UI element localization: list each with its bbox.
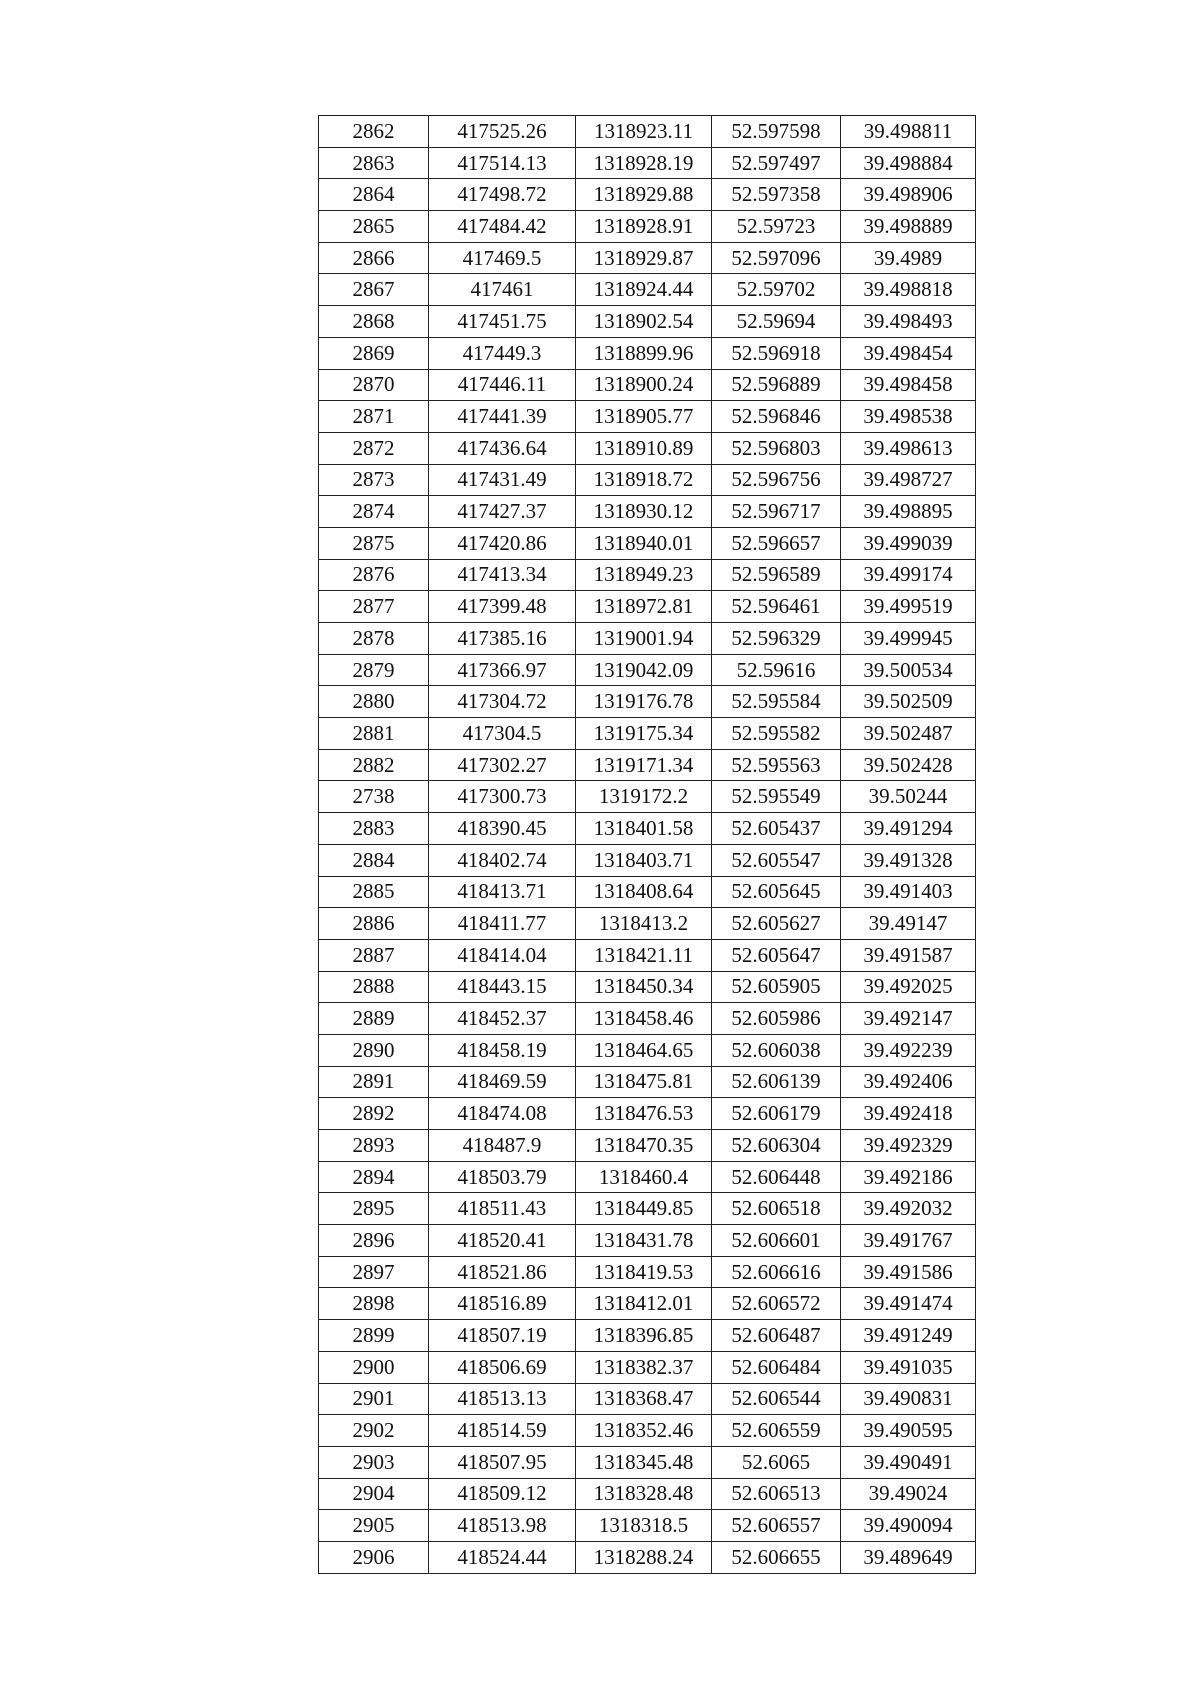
- table-row: [319, 1510, 976, 1542]
- y-coordinate-cell: 1319172.2: [576, 781, 712, 813]
- longitude-cell: 39.498458: [841, 369, 976, 401]
- x-coordinate-cell: 417446.11: [429, 369, 576, 401]
- latitude-cell: 52.605437: [712, 813, 841, 845]
- x-coordinate-cell: 417304.72: [429, 686, 576, 718]
- longitude-cell: 39.498538: [841, 401, 976, 433]
- x-coordinate-cell: 418521.86: [429, 1256, 576, 1288]
- table-row: [319, 939, 976, 971]
- point-number-cell: 2895: [319, 1193, 429, 1225]
- longitude-cell: 39.498613: [841, 432, 976, 464]
- longitude-cell: 39.489649: [841, 1541, 976, 1573]
- latitude-cell: 52.606655: [712, 1541, 841, 1573]
- y-coordinate-cell: 1318449.85: [576, 1193, 712, 1225]
- point-number-cell: 2887: [319, 939, 429, 971]
- x-coordinate-cell: 417302.27: [429, 749, 576, 781]
- latitude-cell: 52.596756: [712, 464, 841, 496]
- y-coordinate-cell: 1318905.77: [576, 401, 712, 433]
- point-number-cell: 2870: [319, 369, 429, 401]
- point-number-cell: 2882: [319, 749, 429, 781]
- x-coordinate-cell: 418524.44: [429, 1541, 576, 1573]
- x-coordinate-cell: 417431.49: [429, 464, 576, 496]
- x-coordinate-cell: 417461: [429, 274, 576, 306]
- y-coordinate-cell: 1318460.4: [576, 1161, 712, 1193]
- longitude-cell: 39.491328: [841, 844, 976, 876]
- latitude-cell: 52.606513: [712, 1478, 841, 1510]
- latitude-cell: 52.597096: [712, 242, 841, 274]
- point-number-cell: 2903: [319, 1446, 429, 1478]
- longitude-cell: 39.49147: [841, 908, 976, 940]
- y-coordinate-cell: 1318464.65: [576, 1034, 712, 1066]
- y-coordinate-cell: 1318902.54: [576, 306, 712, 338]
- point-number-cell: 2904: [319, 1478, 429, 1510]
- latitude-cell: 52.606448: [712, 1161, 841, 1193]
- y-coordinate-cell: 1318470.35: [576, 1130, 712, 1162]
- latitude-cell: 52.595549: [712, 781, 841, 813]
- longitude-cell: 39.498727: [841, 464, 976, 496]
- longitude-cell: 39.492025: [841, 971, 976, 1003]
- x-coordinate-cell: 418458.19: [429, 1034, 576, 1066]
- point-number-cell: 2865: [319, 211, 429, 243]
- latitude-cell: 52.606038: [712, 1034, 841, 1066]
- table-row: [319, 179, 976, 211]
- latitude-cell: 52.597598: [712, 116, 841, 148]
- latitude-cell: 52.596717: [712, 496, 841, 528]
- x-coordinate-cell: 418507.95: [429, 1446, 576, 1478]
- latitude-cell: 52.605986: [712, 1003, 841, 1035]
- x-coordinate-cell: 418414.04: [429, 939, 576, 971]
- point-number-cell: 2898: [319, 1288, 429, 1320]
- longitude-cell: 39.490094: [841, 1510, 976, 1542]
- table-row: [319, 1003, 976, 1035]
- table-row: [319, 306, 976, 338]
- point-number-cell: 2876: [319, 559, 429, 591]
- latitude-cell: 52.596918: [712, 337, 841, 369]
- y-coordinate-cell: 1318923.11: [576, 116, 712, 148]
- y-coordinate-cell: 1318928.19: [576, 147, 712, 179]
- point-number-cell: 2872: [319, 432, 429, 464]
- longitude-cell: 39.498906: [841, 179, 976, 211]
- point-number-cell: 2866: [319, 242, 429, 274]
- x-coordinate-cell: 417385.16: [429, 623, 576, 655]
- point-number-cell: 2879: [319, 654, 429, 686]
- latitude-cell: 52.596889: [712, 369, 841, 401]
- point-number-cell: 2890: [319, 1034, 429, 1066]
- y-coordinate-cell: 1318412.01: [576, 1288, 712, 1320]
- point-number-cell: 2869: [319, 337, 429, 369]
- longitude-cell: 39.491586: [841, 1256, 976, 1288]
- latitude-cell: 52.6065: [712, 1446, 841, 1478]
- x-coordinate-cell: 418443.15: [429, 971, 576, 1003]
- table-row: [319, 1066, 976, 1098]
- latitude-cell: 52.596657: [712, 527, 841, 559]
- latitude-cell: 52.606616: [712, 1256, 841, 1288]
- table-row: [319, 369, 976, 401]
- y-coordinate-cell: 1318972.81: [576, 591, 712, 623]
- y-coordinate-cell: 1318352.46: [576, 1415, 712, 1447]
- table-row: [319, 527, 976, 559]
- point-number-cell: 2905: [319, 1510, 429, 1542]
- y-coordinate-cell: 1318924.44: [576, 274, 712, 306]
- latitude-cell: 52.606544: [712, 1383, 841, 1415]
- x-coordinate-cell: 418413.71: [429, 876, 576, 908]
- point-number-cell: 2900: [319, 1351, 429, 1383]
- y-coordinate-cell: 1318476.53: [576, 1098, 712, 1130]
- y-coordinate-cell: 1318345.48: [576, 1446, 712, 1478]
- y-coordinate-cell: 1318900.24: [576, 369, 712, 401]
- table-row: [319, 1383, 976, 1415]
- latitude-cell: 52.606518: [712, 1193, 841, 1225]
- latitude-cell: 52.596803: [712, 432, 841, 464]
- table-row: [319, 1130, 976, 1162]
- table-row: [319, 432, 976, 464]
- y-coordinate-cell: 1318318.5: [576, 1510, 712, 1542]
- point-number-cell: 2868: [319, 306, 429, 338]
- longitude-cell: 39.491767: [841, 1225, 976, 1257]
- longitude-cell: 39.4989: [841, 242, 976, 274]
- table-row: [319, 116, 976, 148]
- point-number-cell: 2738: [319, 781, 429, 813]
- latitude-cell: 52.596461: [712, 591, 841, 623]
- table-row: [319, 1034, 976, 1066]
- y-coordinate-cell: 1318930.12: [576, 496, 712, 528]
- longitude-cell: 39.492032: [841, 1193, 976, 1225]
- x-coordinate-cell: 418506.69: [429, 1351, 576, 1383]
- y-coordinate-cell: 1318403.71: [576, 844, 712, 876]
- y-coordinate-cell: 1318421.11: [576, 939, 712, 971]
- longitude-cell: 39.499039: [841, 527, 976, 559]
- latitude-cell: 52.595563: [712, 749, 841, 781]
- x-coordinate-cell: 417304.5: [429, 718, 576, 750]
- table-row: [319, 1193, 976, 1225]
- longitude-cell: 39.49024: [841, 1478, 976, 1510]
- y-coordinate-cell: 1318918.72: [576, 464, 712, 496]
- x-coordinate-cell: 418513.13: [429, 1383, 576, 1415]
- longitude-cell: 39.502428: [841, 749, 976, 781]
- point-number-cell: 2901: [319, 1383, 429, 1415]
- table-row: [319, 1288, 976, 1320]
- point-number-cell: 2896: [319, 1225, 429, 1257]
- longitude-cell: 39.492186: [841, 1161, 976, 1193]
- longitude-cell: 39.498884: [841, 147, 976, 179]
- x-coordinate-cell: 418474.08: [429, 1098, 576, 1130]
- table-row: [319, 1161, 976, 1193]
- latitude-cell: 52.59702: [712, 274, 841, 306]
- table-row: [319, 686, 976, 718]
- x-coordinate-cell: 418402.74: [429, 844, 576, 876]
- x-coordinate-cell: 418516.89: [429, 1288, 576, 1320]
- point-number-cell: 2877: [319, 591, 429, 623]
- coordinates-table-body: [319, 116, 976, 1574]
- point-number-cell: 2874: [319, 496, 429, 528]
- x-coordinate-cell: 417498.72: [429, 179, 576, 211]
- table-row: [319, 971, 976, 1003]
- table-row: [319, 211, 976, 243]
- y-coordinate-cell: 1318899.96: [576, 337, 712, 369]
- y-coordinate-cell: 1318401.58: [576, 813, 712, 845]
- latitude-cell: 52.605627: [712, 908, 841, 940]
- point-number-cell: 2883: [319, 813, 429, 845]
- point-number-cell: 2893: [319, 1130, 429, 1162]
- x-coordinate-cell: 417436.64: [429, 432, 576, 464]
- longitude-cell: 39.499174: [841, 559, 976, 591]
- table-row: [319, 1098, 976, 1130]
- longitude-cell: 39.498454: [841, 337, 976, 369]
- table-row: [319, 781, 976, 813]
- longitude-cell: 39.491474: [841, 1288, 976, 1320]
- x-coordinate-cell: 417399.48: [429, 591, 576, 623]
- point-number-cell: 2888: [319, 971, 429, 1003]
- longitude-cell: 39.491294: [841, 813, 976, 845]
- y-coordinate-cell: 1318431.78: [576, 1225, 712, 1257]
- table-row: [319, 749, 976, 781]
- longitude-cell: 39.499519: [841, 591, 976, 623]
- point-number-cell: 2891: [319, 1066, 429, 1098]
- latitude-cell: 52.606601: [712, 1225, 841, 1257]
- longitude-cell: 39.502509: [841, 686, 976, 718]
- table-row: [319, 274, 976, 306]
- latitude-cell: 52.596846: [712, 401, 841, 433]
- point-number-cell: 2881: [319, 718, 429, 750]
- point-number-cell: 2886: [319, 908, 429, 940]
- point-number-cell: 2902: [319, 1415, 429, 1447]
- table-row: [319, 844, 976, 876]
- latitude-cell: 52.59616: [712, 654, 841, 686]
- y-coordinate-cell: 1318929.87: [576, 242, 712, 274]
- latitude-cell: 52.606487: [712, 1320, 841, 1352]
- longitude-cell: 39.490595: [841, 1415, 976, 1447]
- longitude-cell: 39.498811: [841, 116, 976, 148]
- table-row: [319, 718, 976, 750]
- longitude-cell: 39.502487: [841, 718, 976, 750]
- table-row: [319, 242, 976, 274]
- longitude-cell: 39.499945: [841, 623, 976, 655]
- y-coordinate-cell: 1318382.37: [576, 1351, 712, 1383]
- x-coordinate-cell: 417514.13: [429, 147, 576, 179]
- x-coordinate-cell: 418487.9: [429, 1130, 576, 1162]
- table-row: [319, 876, 976, 908]
- x-coordinate-cell: 417420.86: [429, 527, 576, 559]
- point-number-cell: 2889: [319, 1003, 429, 1035]
- y-coordinate-cell: 1318413.2: [576, 908, 712, 940]
- y-coordinate-cell: 1318949.23: [576, 559, 712, 591]
- x-coordinate-cell: 418513.98: [429, 1510, 576, 1542]
- latitude-cell: 52.606572: [712, 1288, 841, 1320]
- table-row: [319, 464, 976, 496]
- point-number-cell: 2863: [319, 147, 429, 179]
- table-row: [319, 559, 976, 591]
- y-coordinate-cell: 1318929.88: [576, 179, 712, 211]
- y-coordinate-cell: 1318458.46: [576, 1003, 712, 1035]
- point-number-cell: 2880: [319, 686, 429, 718]
- latitude-cell: 52.606179: [712, 1098, 841, 1130]
- point-number-cell: 2867: [319, 274, 429, 306]
- x-coordinate-cell: 417525.26: [429, 116, 576, 148]
- y-coordinate-cell: 1318450.34: [576, 971, 712, 1003]
- table-row: [319, 1415, 976, 1447]
- y-coordinate-cell: 1318408.64: [576, 876, 712, 908]
- point-number-cell: 2885: [319, 876, 429, 908]
- longitude-cell: 39.492329: [841, 1130, 976, 1162]
- longitude-cell: 39.498889: [841, 211, 976, 243]
- longitude-cell: 39.498818: [841, 274, 976, 306]
- table-row: [319, 1541, 976, 1573]
- table-row: [319, 147, 976, 179]
- latitude-cell: 52.605905: [712, 971, 841, 1003]
- x-coordinate-cell: 418503.79: [429, 1161, 576, 1193]
- y-coordinate-cell: 1319042.09: [576, 654, 712, 686]
- table-row: [319, 813, 976, 845]
- y-coordinate-cell: 1318288.24: [576, 1541, 712, 1573]
- latitude-cell: 52.597497: [712, 147, 841, 179]
- point-number-cell: 2871: [319, 401, 429, 433]
- longitude-cell: 39.492147: [841, 1003, 976, 1035]
- table-row: [319, 591, 976, 623]
- latitude-cell: 52.606559: [712, 1415, 841, 1447]
- point-number-cell: 2899: [319, 1320, 429, 1352]
- y-coordinate-cell: 1318928.91: [576, 211, 712, 243]
- x-coordinate-cell: 417366.97: [429, 654, 576, 686]
- longitude-cell: 39.498493: [841, 306, 976, 338]
- latitude-cell: 52.606484: [712, 1351, 841, 1383]
- x-coordinate-cell: 417469.5: [429, 242, 576, 274]
- latitude-cell: 52.605645: [712, 876, 841, 908]
- longitude-cell: 39.491403: [841, 876, 976, 908]
- x-coordinate-cell: 418520.41: [429, 1225, 576, 1257]
- x-coordinate-cell: 418469.59: [429, 1066, 576, 1098]
- table-row: [319, 496, 976, 528]
- latitude-cell: 52.605647: [712, 939, 841, 971]
- latitude-cell: 52.595582: [712, 718, 841, 750]
- latitude-cell: 52.59723: [712, 211, 841, 243]
- latitude-cell: 52.596589: [712, 559, 841, 591]
- point-number-cell: 2864: [319, 179, 429, 211]
- x-coordinate-cell: 417427.37: [429, 496, 576, 528]
- coordinates-table: [318, 115, 976, 1574]
- longitude-cell: 39.50244: [841, 781, 976, 813]
- longitude-cell: 39.492418: [841, 1098, 976, 1130]
- y-coordinate-cell: 1318328.48: [576, 1478, 712, 1510]
- x-coordinate-cell: 417449.3: [429, 337, 576, 369]
- latitude-cell: 52.605547: [712, 844, 841, 876]
- y-coordinate-cell: 1319175.34: [576, 718, 712, 750]
- table-row: [319, 1478, 976, 1510]
- point-number-cell: 2862: [319, 116, 429, 148]
- x-coordinate-cell: 417451.75: [429, 306, 576, 338]
- y-coordinate-cell: 1318419.53: [576, 1256, 712, 1288]
- table-row: [319, 1446, 976, 1478]
- point-number-cell: 2906: [319, 1541, 429, 1573]
- y-coordinate-cell: 1318940.01: [576, 527, 712, 559]
- y-coordinate-cell: 1318910.89: [576, 432, 712, 464]
- point-number-cell: 2878: [319, 623, 429, 655]
- latitude-cell: 52.606139: [712, 1066, 841, 1098]
- point-number-cell: 2875: [319, 527, 429, 559]
- point-number-cell: 2892: [319, 1098, 429, 1130]
- table-row: [319, 1225, 976, 1257]
- y-coordinate-cell: 1319171.34: [576, 749, 712, 781]
- latitude-cell: 52.606557: [712, 1510, 841, 1542]
- latitude-cell: 52.597358: [712, 179, 841, 211]
- latitude-cell: 52.606304: [712, 1130, 841, 1162]
- longitude-cell: 39.500534: [841, 654, 976, 686]
- longitude-cell: 39.492239: [841, 1034, 976, 1066]
- x-coordinate-cell: 417413.34: [429, 559, 576, 591]
- table-row: [319, 1351, 976, 1383]
- table-row: [319, 1320, 976, 1352]
- longitude-cell: 39.498895: [841, 496, 976, 528]
- x-coordinate-cell: 418390.45: [429, 813, 576, 845]
- point-number-cell: 2873: [319, 464, 429, 496]
- x-coordinate-cell: 418411.77: [429, 908, 576, 940]
- x-coordinate-cell: 418511.43: [429, 1193, 576, 1225]
- table-row: [319, 401, 976, 433]
- longitude-cell: 39.491035: [841, 1351, 976, 1383]
- longitude-cell: 39.490831: [841, 1383, 976, 1415]
- x-coordinate-cell: 418452.37: [429, 1003, 576, 1035]
- table-row: [319, 654, 976, 686]
- x-coordinate-cell: 418514.59: [429, 1415, 576, 1447]
- point-number-cell: 2897: [319, 1256, 429, 1288]
- table-row: [319, 337, 976, 369]
- longitude-cell: 39.490491: [841, 1446, 976, 1478]
- longitude-cell: 39.491249: [841, 1320, 976, 1352]
- latitude-cell: 52.595584: [712, 686, 841, 718]
- table-row: [319, 1256, 976, 1288]
- point-number-cell: 2894: [319, 1161, 429, 1193]
- x-coordinate-cell: 417300.73: [429, 781, 576, 813]
- latitude-cell: 52.596329: [712, 623, 841, 655]
- table-row: [319, 623, 976, 655]
- latitude-cell: 52.59694: [712, 306, 841, 338]
- x-coordinate-cell: 418507.19: [429, 1320, 576, 1352]
- y-coordinate-cell: 1318475.81: [576, 1066, 712, 1098]
- y-coordinate-cell: 1318396.85: [576, 1320, 712, 1352]
- point-number-cell: 2884: [319, 844, 429, 876]
- table-row: [319, 908, 976, 940]
- y-coordinate-cell: 1319176.78: [576, 686, 712, 718]
- y-coordinate-cell: 1319001.94: [576, 623, 712, 655]
- y-coordinate-cell: 1318368.47: [576, 1383, 712, 1415]
- longitude-cell: 39.491587: [841, 939, 976, 971]
- x-coordinate-cell: 417441.39: [429, 401, 576, 433]
- longitude-cell: 39.492406: [841, 1066, 976, 1098]
- x-coordinate-cell: 417484.42: [429, 211, 576, 243]
- x-coordinate-cell: 418509.12: [429, 1478, 576, 1510]
